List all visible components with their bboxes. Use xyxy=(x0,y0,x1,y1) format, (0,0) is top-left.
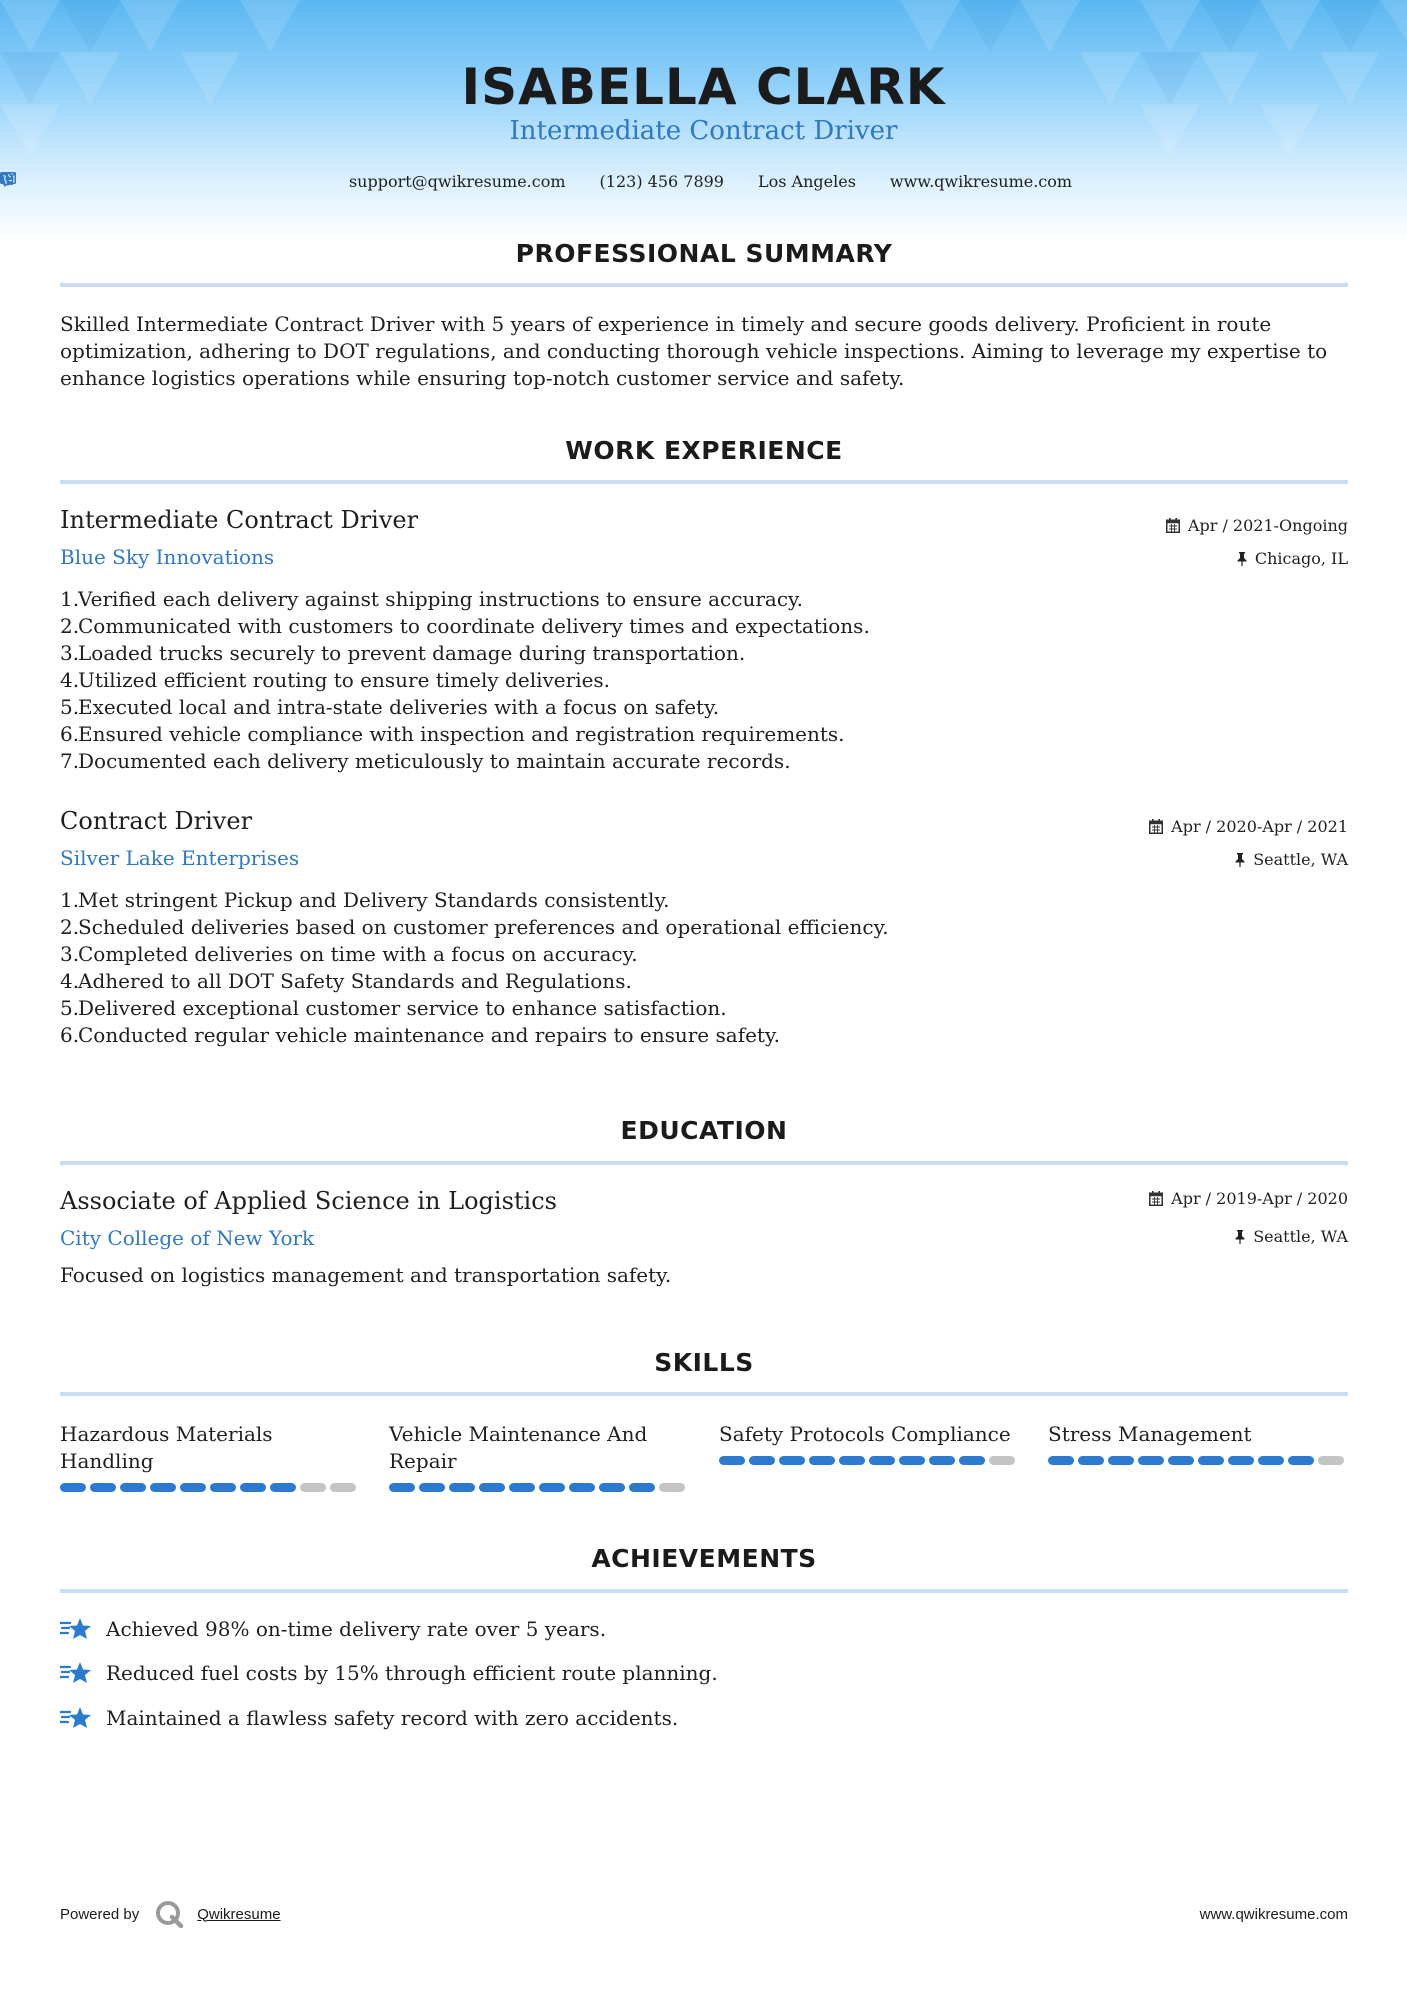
job-dates-text: Apr / 2021-Ongoing xyxy=(1187,516,1348,535)
skill-level-bar xyxy=(1048,1456,1344,1465)
job-location-text: Seattle, WA xyxy=(1253,850,1348,869)
list-item: 4. Utilized efficient routing to ensure timely deliveries. xyxy=(60,668,611,692)
skill-level-segment xyxy=(749,1456,775,1465)
shooting-star-icon xyxy=(60,1705,94,1731)
skills-heading: SKILLS xyxy=(654,1348,754,1377)
skill-level-segment xyxy=(180,1483,206,1492)
list-item: 4. Adhered to all DOT Safety Standards and Regulations. xyxy=(60,969,632,993)
job-dates xyxy=(1166,516,1348,535)
calendar-icon xyxy=(1149,819,1163,834)
achievement-item xyxy=(60,1660,718,1686)
job-responsibilities xyxy=(60,887,1260,1049)
summary-text xyxy=(60,311,1350,392)
skill-level-segment xyxy=(60,1483,86,1492)
skill-level-segment xyxy=(240,1483,266,1492)
education-location-text: Seattle, WA xyxy=(1253,1227,1348,1246)
job-title: Intermediate Contract Driver xyxy=(60,506,419,534)
skill-level-segment xyxy=(929,1456,955,1465)
contact-phone-text: (123) 456 7899 xyxy=(599,172,724,191)
skill-level-bar xyxy=(389,1483,685,1492)
skill-level-segment xyxy=(539,1483,565,1492)
skill-level-segment xyxy=(449,1483,475,1492)
achievement-text: Maintained a flawless safety record with zero accidents. xyxy=(106,1706,679,1730)
calendar-icon xyxy=(1149,1191,1163,1206)
skill-level-segment xyxy=(599,1483,625,1492)
skill-level-segment xyxy=(300,1483,326,1492)
skill-level-segment xyxy=(959,1456,985,1465)
summary-line: enhance logistics operations while ensuring top-notch customer service and safety. xyxy=(60,366,905,390)
skill-level-segment xyxy=(1288,1456,1314,1465)
skill-level-segment xyxy=(569,1483,595,1492)
skill-level-segment xyxy=(1168,1456,1194,1465)
skill-level-segment xyxy=(899,1456,925,1465)
resume-header xyxy=(0,0,1407,240)
skill-level-segment xyxy=(629,1483,655,1492)
skill-name: Stress Management xyxy=(1048,1422,1252,1446)
shooting-star-icon xyxy=(60,1660,94,1686)
job-location-text: Chicago, IL xyxy=(1254,549,1348,568)
contact-email[interactable] xyxy=(335,172,566,191)
candidate-name: ISABELLA CLARK xyxy=(461,58,946,116)
skill-item xyxy=(1048,1421,1348,1448)
skill-level-segment xyxy=(1138,1456,1164,1465)
list-item: 5. Executed local and intra-state deliveries with a focus on safety. xyxy=(60,695,720,719)
degree-title: Associate of Applied Science in Logistics xyxy=(60,1187,557,1215)
contact-website-text: www.qwikresume.com xyxy=(889,172,1073,191)
footer-branding xyxy=(60,1900,281,1928)
job-company: Blue Sky Innovations xyxy=(60,545,275,569)
pushpin-icon xyxy=(1235,853,1245,867)
pushpin-icon xyxy=(1237,552,1247,566)
calendar-icon xyxy=(1166,518,1180,533)
list-item: 5. Delivered exceptional customer service to enhance satisfaction. xyxy=(60,996,727,1020)
experience-heading: WORK EXPERIENCE xyxy=(565,436,843,465)
skill-item xyxy=(60,1421,360,1475)
list-item: 1. Met stringent Pickup and Delivery Standards consistently. xyxy=(60,888,670,912)
achievements-divider xyxy=(60,1589,1348,1593)
footer-website-link[interactable]: www.qwikresume.com xyxy=(1199,1906,1348,1923)
skill-level-segment xyxy=(509,1483,535,1492)
job-dates-text: Apr / 2020-Apr / 2021 xyxy=(1171,817,1348,836)
list-item: 7. Documented each delivery meticulously to maintain accurate records. xyxy=(60,749,791,773)
summary-divider xyxy=(60,283,1348,287)
brand-link[interactable]: Qwikresume xyxy=(197,1905,281,1923)
summary-line: optimization, adhering to DOT regulations, and conducting thorough vehicle inspections. Aiming to leverage my expertise to xyxy=(60,339,1328,363)
skill-level-segment xyxy=(1108,1456,1134,1465)
skill-level-segment xyxy=(719,1456,745,1465)
skill-name: Safety Protocols Compliance xyxy=(719,1422,1011,1446)
skill-level-segment xyxy=(389,1483,415,1492)
summary-heading: PROFESSIONAL SUMMARY xyxy=(515,239,893,268)
skill-level-segment xyxy=(150,1483,176,1492)
skill-level-segment xyxy=(479,1483,505,1492)
qwikresume-logo-icon xyxy=(155,1900,185,1928)
list-item: 6. Ensured vehicle compliance with inspection and registration requirements. xyxy=(60,722,845,746)
skill-level-segment xyxy=(210,1483,236,1492)
skill-level-segment xyxy=(869,1456,895,1465)
list-item: 2. Communicated with customers to coordinate delivery times and expectations. xyxy=(60,614,870,638)
education-dates-text: Apr / 2019-Apr / 2020 xyxy=(1171,1189,1348,1208)
skill-name: Hazardous Materials xyxy=(60,1422,273,1446)
school-name: City College of New York xyxy=(60,1226,315,1250)
powered-by-label: Powered by xyxy=(60,1905,140,1923)
list-item: 3. Completed deliveries on time with a focus on accuracy. xyxy=(60,942,638,966)
education-dates xyxy=(1149,1189,1348,1208)
skill-level-segment xyxy=(1228,1456,1254,1465)
achievement-text: Achieved 98% on-time delivery rate over 5 years. xyxy=(106,1617,607,1641)
skill-level-segment xyxy=(270,1483,296,1492)
skill-level-segment xyxy=(809,1456,835,1465)
job-company: Silver Lake Enterprises xyxy=(60,846,300,870)
list-item: 2. Scheduled deliveries based on customer preferences and operational efficiency. xyxy=(60,915,889,939)
skill-level-segment xyxy=(120,1483,146,1492)
education-divider xyxy=(60,1161,1348,1165)
skill-level-segment xyxy=(659,1483,685,1492)
education-location xyxy=(1235,1227,1348,1246)
shooting-star-icon xyxy=(60,1616,94,1642)
skill-name: Vehicle Maintenance And xyxy=(389,1422,648,1446)
contact-phone[interactable] xyxy=(586,172,724,191)
achievement-item xyxy=(60,1705,678,1731)
skill-level-segment xyxy=(1198,1456,1224,1465)
skill-level-bar xyxy=(60,1483,356,1492)
skill-level-segment xyxy=(90,1483,116,1492)
job-location xyxy=(1235,850,1348,869)
skill-level-segment xyxy=(419,1483,445,1492)
job-dates xyxy=(1149,817,1348,836)
skill-name: Repair xyxy=(389,1449,457,1473)
contact-location-text: Los Angeles xyxy=(757,172,856,191)
skill-level-segment xyxy=(989,1456,1015,1465)
skill-name: Handling xyxy=(60,1449,154,1473)
list-item: 3. Loaded trucks securely to prevent damage during transportation. xyxy=(60,641,746,665)
education-heading: EDUCATION xyxy=(620,1116,788,1145)
contact-website[interactable] xyxy=(876,172,1072,191)
education-description: Focused on logistics management and transportation safety. xyxy=(60,1263,672,1287)
skill-level-segment xyxy=(839,1456,865,1465)
candidate-title: Intermediate Contract Driver xyxy=(509,116,898,146)
list-item: 6. Conducted regular vehicle maintenance and repairs to ensure safety. xyxy=(60,1023,780,1047)
achievement-item xyxy=(60,1616,606,1642)
skill-level-segment xyxy=(779,1456,805,1465)
skill-level-segment xyxy=(330,1483,356,1492)
experience-divider xyxy=(60,480,1348,484)
contact-location xyxy=(744,172,856,191)
achievements-heading: ACHIEVEMENTS xyxy=(591,1544,817,1573)
job-responsibilities xyxy=(60,586,1260,775)
skills-divider xyxy=(60,1392,1348,1396)
skill-item xyxy=(719,1421,1019,1448)
list-item: 1. Verified each delivery against shipping instructions to ensure accuracy. xyxy=(60,587,804,611)
pushpin-icon xyxy=(1235,1230,1245,1244)
achievement-text: Reduced fuel costs by 15% through efficient route planning. xyxy=(106,1661,718,1685)
skill-level-segment xyxy=(1258,1456,1284,1465)
skill-level-segment xyxy=(1318,1456,1344,1465)
summary-line: Skilled Intermediate Contract Driver with 5 years of experience in timely and secure goods delivery. Proficient in route xyxy=(60,312,1272,336)
contact-email-text: support@qwikresume.com xyxy=(348,172,566,191)
contact-row xyxy=(0,172,1407,191)
skill-level-segment xyxy=(1048,1456,1074,1465)
skill-level-segment xyxy=(1078,1456,1104,1465)
job-location xyxy=(1237,549,1348,568)
skill-level-bar xyxy=(719,1456,1015,1465)
job-title: Contract Driver xyxy=(60,807,253,835)
skill-item xyxy=(389,1421,689,1475)
